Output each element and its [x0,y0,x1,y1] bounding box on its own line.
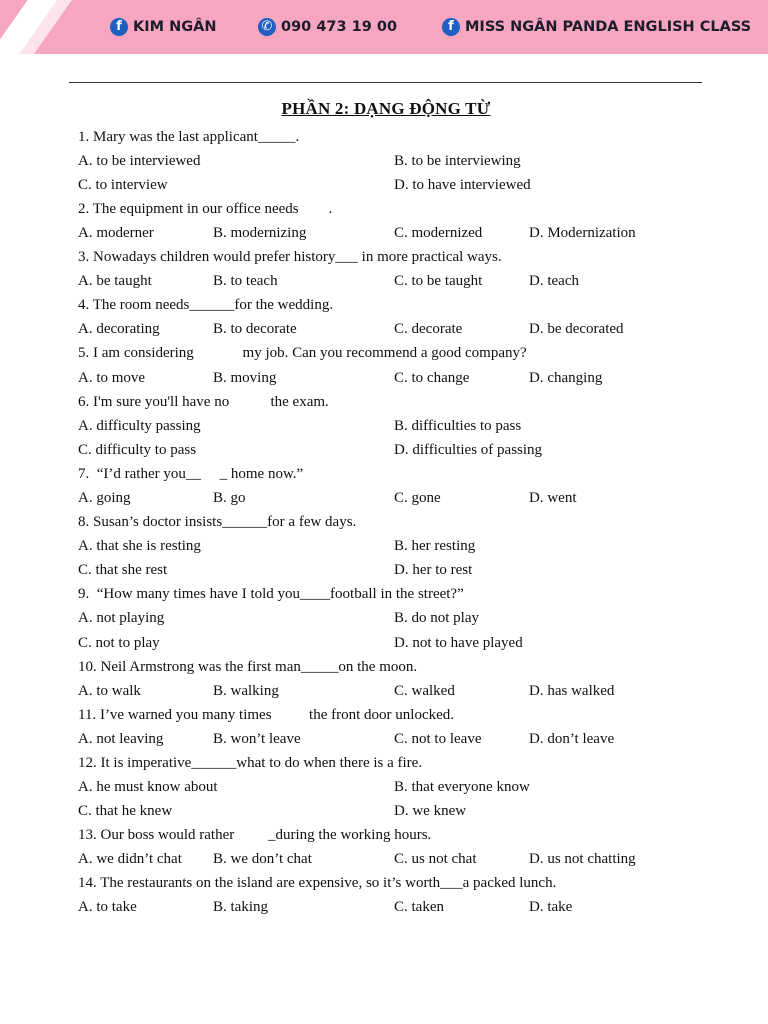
option-d: D. we knew [394,803,467,819]
question-text: 7. “I’d rather you__ _ home now.” [78,466,304,482]
option-c: C. to change [394,370,470,386]
facebook-contact[interactable] [110,16,217,38]
option-b: B. won’t leave [213,731,301,747]
phone-contact[interactable] [258,16,397,38]
option-b: B. taking [213,899,268,915]
option-b: B. difficulties to pass [394,418,522,434]
option-b: B. to teach [213,273,278,289]
option-c: C. taken [394,899,444,915]
option-b: B. that everyone know [394,779,530,795]
question-text: 12. It is imperative______what to do when there is a fire. [78,755,423,771]
option-c: C. that he knew [78,803,173,819]
option-d: D. to have interviewed [394,177,531,193]
question-text: 6. I'm sure you'll have no the exam. [78,394,329,410]
question-text: 14. The restaurants on the island are expensive, so it’s worth___a packed lunch. [78,875,557,891]
contact-text: MISS NGÂN PANDA ENGLISH CLASS [465,19,752,35]
question-text: 2. The equipment in our office needs . [78,201,333,217]
option-a: A. going [78,490,131,506]
question-text: 8. Susan’s doctor insists______for a few days. [78,514,357,530]
option-d: D. be decorated [529,321,624,337]
option-c: C. to be taught [394,273,483,289]
option-c: C. decorate [394,321,463,337]
option-a: A. not leaving [78,731,164,747]
section-title: PHẦN 2: DẠNG ĐỘNG TỪ [281,99,491,118]
option-b: B. to decorate [213,321,297,337]
option-a: A. that she is resting [78,538,201,554]
option-d: D. take [529,899,573,915]
contact-text: KIM NGÂN [133,19,217,35]
question-text: 10. Neil Armstrong was the first man_____on the moon. [78,659,418,675]
option-b: B. to be interviewing [394,153,521,169]
facebook-icon: f [110,18,128,36]
option-d: D. not to have played [394,635,523,651]
option-a: A. to move [78,370,146,386]
option-c: C. not to leave [394,731,482,747]
facebook-page-contact[interactable] [442,16,751,38]
option-a: A. to be interviewed [78,153,201,169]
option-a: A. we didn’t chat [78,851,182,867]
option-a: A. difficulty passing [78,418,201,434]
option-d: D. difficulties of passing [394,442,543,458]
option-b: B. go [213,490,246,506]
contact-text: 090 473 19 00 [281,19,398,35]
option-d: D. has walked [529,683,615,699]
header-banner [0,0,768,54]
option-a: A. decorating [78,321,160,337]
option-d: D. her to rest [394,562,473,578]
option-d: D. went [529,490,577,506]
option-c: C. that she rest [78,562,168,578]
header-divider [69,82,702,83]
option-b: B. moving [213,370,277,386]
option-d: D. don’t leave [529,731,615,747]
option-b: B. her resting [394,538,476,554]
option-a: A. he must know about [78,779,218,795]
option-a: A. moderner [78,225,154,241]
option-d: D. Modernization [529,225,636,241]
option-b: B. modernizing [213,225,307,241]
option-c: C. us not chat [394,851,477,867]
option-b: B. we don’t chat [213,851,312,867]
option-c: C. not to play [78,635,160,651]
option-a: A. to walk [78,683,141,699]
question-text: 13. Our boss would rather _during the working hours. [78,827,432,843]
question-text: 9. “How many times have I told you____football in the street?” [78,586,464,602]
option-c: C. difficulty to pass [78,442,197,458]
question-text: 4. The room needs______for the wedding. [78,297,334,313]
facebook-icon: f [442,18,460,36]
option-a: A. to take [78,899,137,915]
option-a: A. be taught [78,273,152,289]
option-c: C. walked [394,683,455,699]
option-a: A. not playing [78,610,165,626]
question-text: 3. Nowadays children would prefer history___ in more practical ways. [78,249,502,265]
option-b: B. do not play [394,610,479,626]
question-text: 11. I’ve warned you many times the front door unlocked. [78,707,455,723]
option-b: B. walking [213,683,279,699]
option-c: C. gone [394,490,441,506]
option-c: C. to interview [78,177,168,193]
phone-icon: ✆ [258,18,276,36]
question-text: 5. I am considering my job. Can you recommend a good company? [78,345,527,361]
question-text: 1. Mary was the last applicant_____. [78,129,300,145]
option-d: D. teach [529,273,579,289]
option-d: D. changing [529,370,603,386]
option-c: C. modernized [394,225,483,241]
option-d: D. us not chatting [529,851,636,867]
